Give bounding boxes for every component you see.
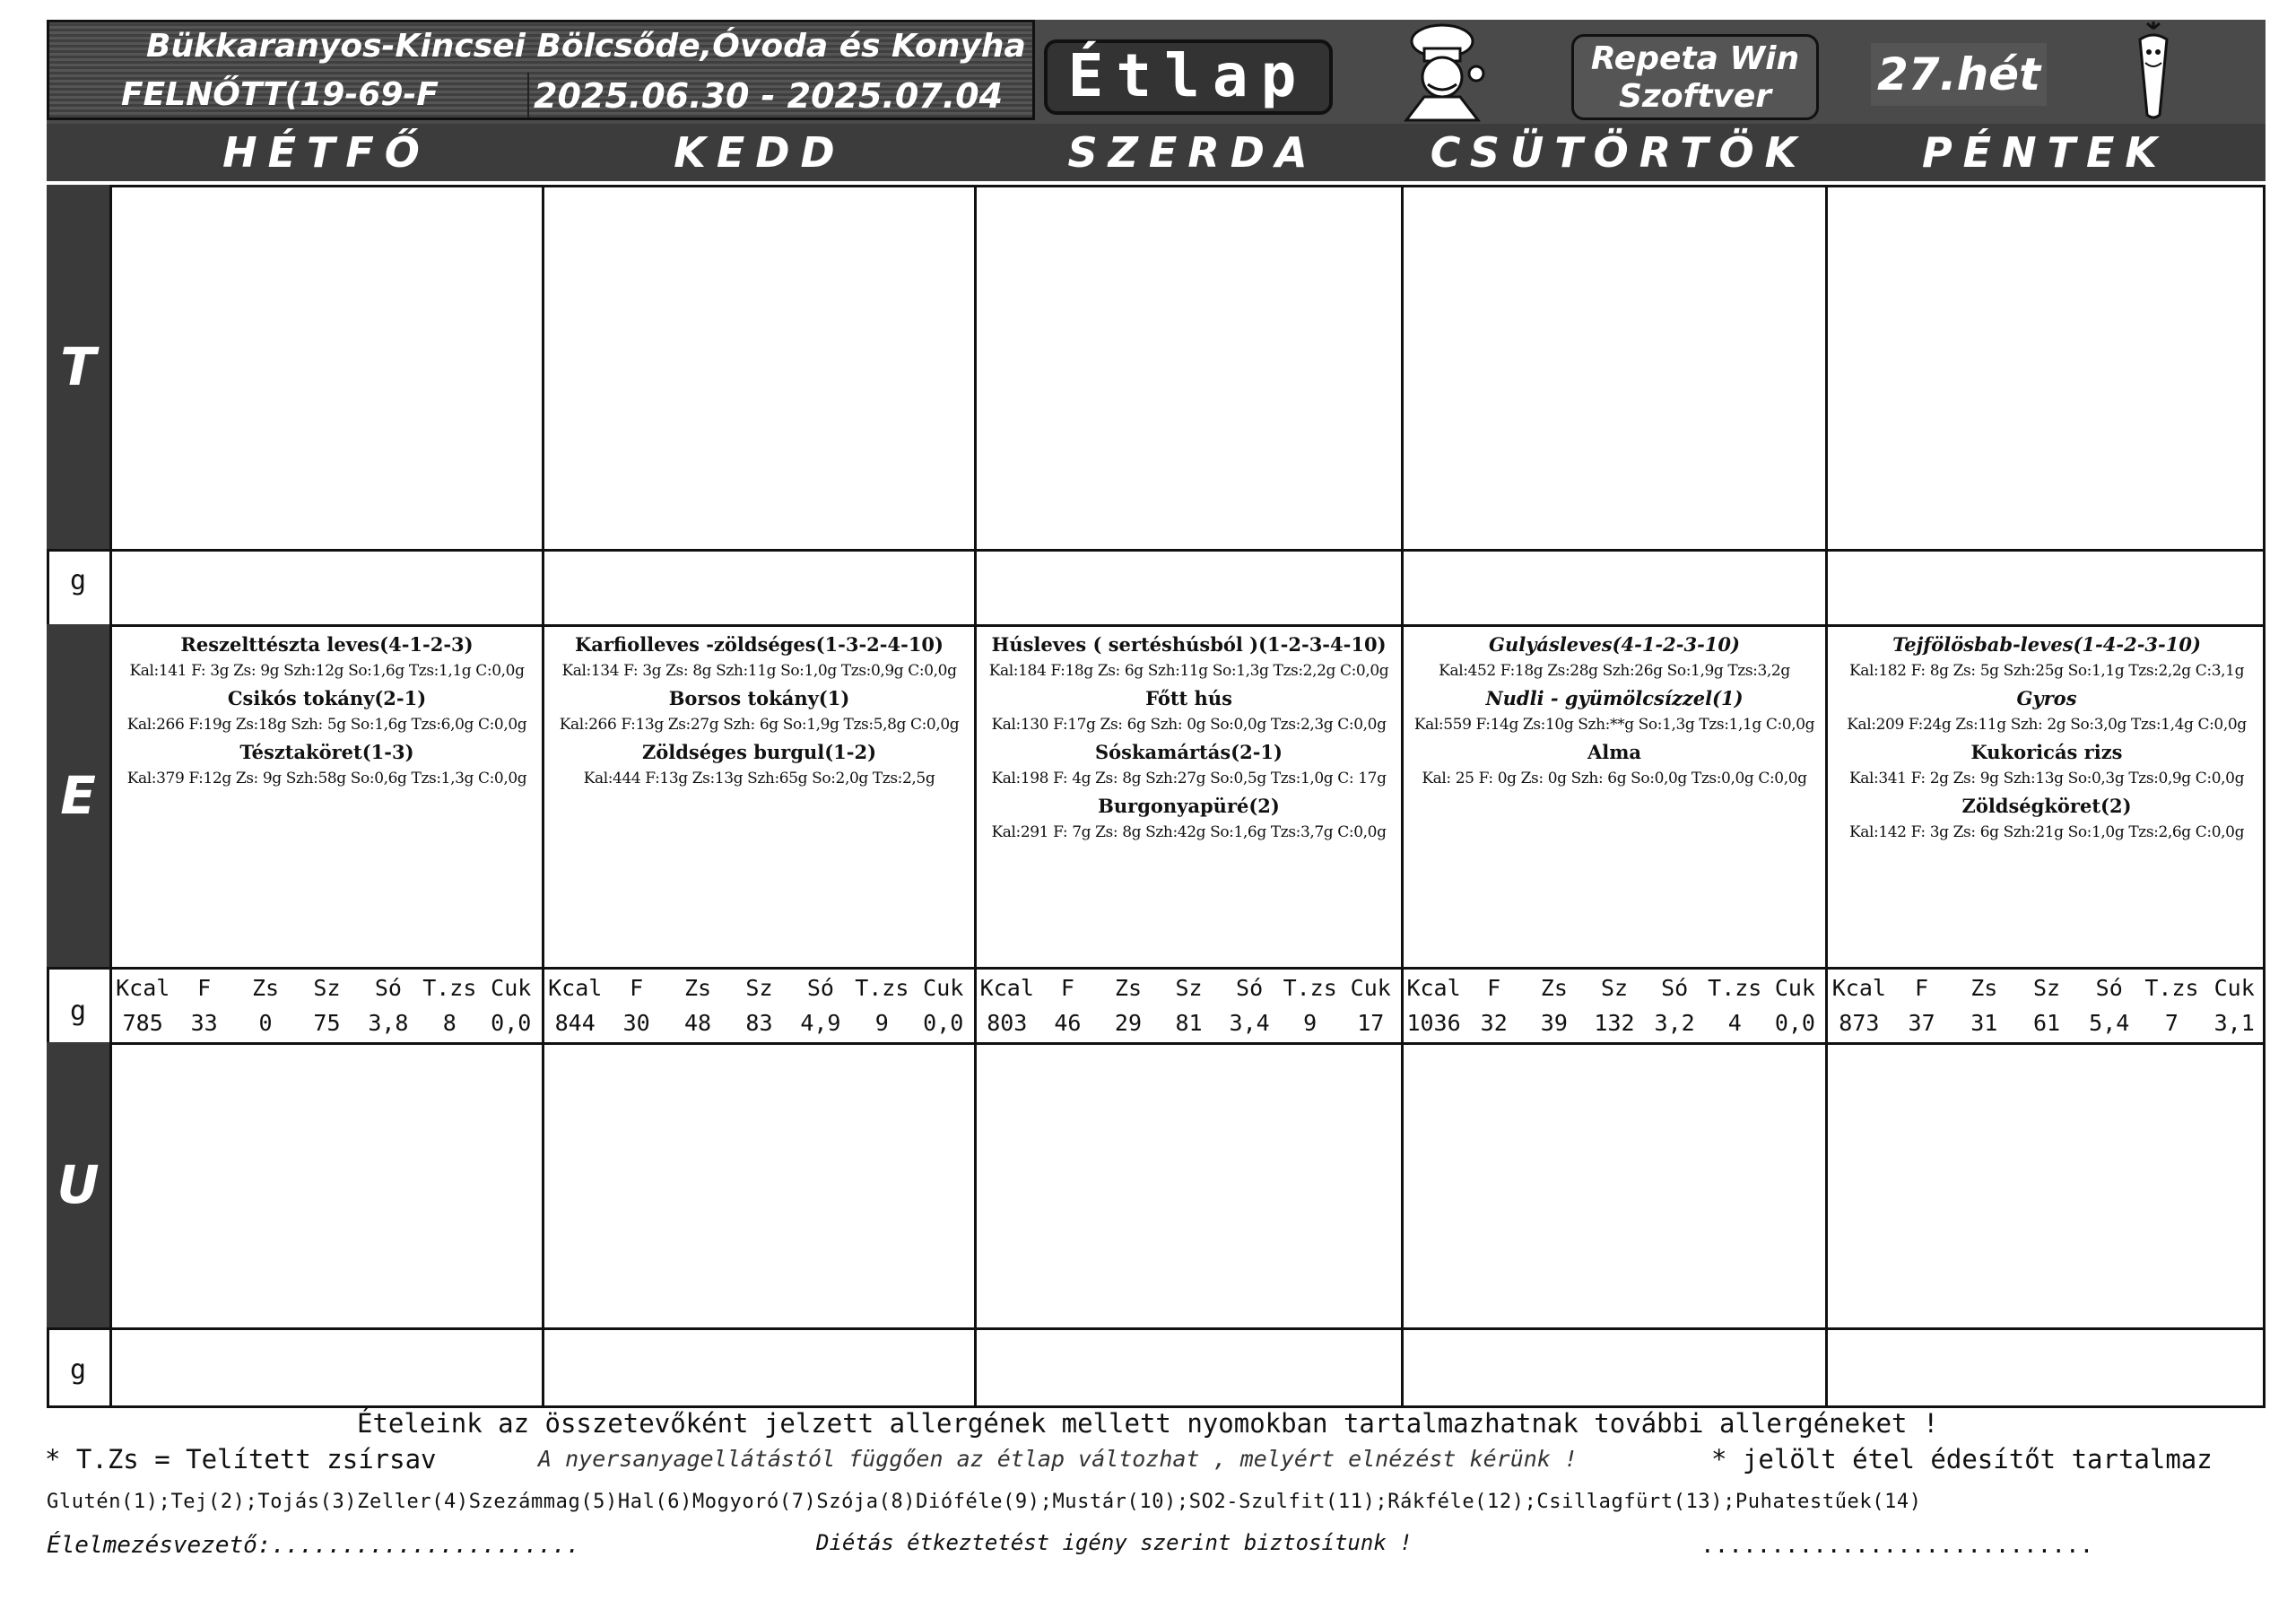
dish-name: Gyros: [2016, 687, 2077, 709]
summary-value-row: [544, 1010, 974, 1036]
software-badge: [1571, 34, 1819, 120]
summary-header: T.zs: [2144, 975, 2199, 1001]
summary-value-row: [1404, 1010, 1825, 1036]
chef-icon: [1388, 22, 1523, 122]
summary-header: Kcal: [1831, 975, 1886, 1001]
summary-header: Só: [1236, 975, 1264, 1001]
summary-value: 75: [313, 1010, 341, 1036]
summary-value: 803: [987, 1010, 1028, 1036]
software-name: Repeta Win: [1590, 40, 1800, 77]
day-tuesday: KEDD: [674, 128, 846, 177]
summary-header: Cuk: [1774, 975, 1815, 1001]
dish-nutrition: Kal:266 F:19g Zs:18g Szh: 5g So:1,6g Tzs:6,0g C:0,0g: [126, 716, 527, 734]
summary-value: 46: [1054, 1010, 1082, 1036]
summary-value: 9: [1303, 1010, 1318, 1036]
diet-note: Diétás étkeztetést igény szerint biztosítunk !: [816, 1530, 1413, 1555]
summary-value: 3,4: [1229, 1010, 1270, 1036]
summary-value: 32: [1480, 1010, 1508, 1036]
dish-name: Zöldségköret(2): [1961, 795, 2132, 817]
breakfast-unit: g: [69, 565, 87, 596]
breakfast-label: T: [47, 185, 109, 549]
summary-value: 5,4: [2089, 1010, 2130, 1036]
snack-unit: g: [69, 1354, 87, 1386]
summary-header: Kcal: [548, 975, 603, 1001]
summary-value: 81: [1175, 1010, 1203, 1036]
dish-name: Csikós tokány(2-1): [227, 687, 427, 709]
day-monday: HÉTFŐ: [222, 128, 430, 177]
summary-header: Zs: [252, 975, 280, 1001]
dish-nutrition: Kal:141 F: 3g Zs: 9g Szh:12g So:1,6g Tzs:1,1g C:0,0g: [129, 662, 525, 680]
dish-nutrition: Kal:266 F:13g Zs:27g Szh: 6g So:1,9g Tzs:5,8g C:0,0g: [559, 716, 960, 734]
summary-value: 1036: [1406, 1010, 1461, 1036]
grid-line: [47, 1327, 2266, 1330]
summary-value: 8: [442, 1010, 457, 1036]
dish-name: Tejfölösbab-leves(1-4-2-3-10): [1892, 633, 2201, 656]
tzs-note: * T.Zs = Telített zsírsav: [45, 1444, 437, 1474]
lunch-summary-wednesday: [977, 970, 1401, 1042]
summary-value: 3,8: [368, 1010, 409, 1036]
lunch-unit: g: [69, 996, 87, 1027]
summary-value: 9: [874, 1010, 889, 1036]
dish-name: Kukoricás rizs: [1970, 741, 2123, 763]
allergen-note: Ételeink az összetevőként jelzett allergének mellett nyomokban tartalmazhatnak további allergéneket !: [357, 1408, 1939, 1439]
summary-header: Sz: [1600, 975, 1629, 1001]
carrot-mascot-icon: [2122, 22, 2185, 122]
summary-header: F: [197, 975, 212, 1001]
summary-header: Só: [374, 975, 402, 1001]
dish-nutrition: Kal:134 F: 3g Zs: 8g Szh:11g So:1,0g Tzs:0,9g C:0,0g: [561, 662, 957, 680]
summary-value: 873: [1839, 1010, 1880, 1036]
summary-value: 844: [554, 1010, 596, 1036]
sweetener-note: * jelölt étel édesítőt tartalmaz: [1711, 1444, 2213, 1474]
dish-nutrition: Kal:209 F:24g Zs:11g Szh: 2g So:3,0g Tzs:1,4g C:0,0g: [1847, 716, 2247, 734]
dish-nutrition: Kal: 25 F: 0g Zs: 0g Szh: 6g So:0,0g Tzs:0,0g C:0,0g: [1422, 770, 1807, 787]
dish-nutrition: Kal:130 F:17g Zs: 6g Szh: 0g So:0,0g Tzs:2,3g C:0,0g: [991, 716, 1387, 734]
grid-line: [47, 1042, 2266, 1045]
summary-header: Sz: [2032, 975, 2061, 1001]
summary-header: Sz: [313, 975, 341, 1001]
week-number: 27.hét: [1871, 43, 2047, 106]
dish-nutrition: Kal:182 F: 8g Zs: 5g Szh:25g So:1,1g Tzs:2,2g C:3,1g: [1848, 662, 2245, 680]
summary-value: 4,9: [800, 1010, 841, 1036]
allergen-list: Glutén(1);Tej(2);Tojás(3)Zeller(4)Szezámmag(5)Hal(6)Mogyoró(7)Szója(8)Dióféle(9);Mustár(10);SO2-Szulfit(11);Rákféle(12);Csillagfürt(13);Puhatestűek(14): [47, 1491, 1922, 1513]
summary-value: 31: [1970, 1010, 1998, 1036]
summary-header: Só: [2095, 975, 2123, 1001]
summary-header: Cuk: [923, 975, 964, 1001]
snack-label: U: [47, 1042, 109, 1327]
summary-header: T.zs: [855, 975, 909, 1001]
summary-header: Kcal: [979, 975, 1034, 1001]
dish-nutrition: Kal:559 F:14g Zs:10g Szh:**g So:1,3g Tzs:1,1g C:0,0g: [1413, 716, 1815, 734]
dish-name: Főtt hús: [1145, 687, 1232, 709]
summary-header: Sz: [745, 975, 773, 1001]
summary-value: 0,0: [491, 1010, 532, 1036]
summary-header-row: [1828, 975, 2266, 1001]
summary-value: 17: [1357, 1010, 1385, 1036]
dish-name: Burgonyapüré(2): [1098, 795, 1280, 817]
dish-nutrition: Kal:142 F: 3g Zs: 6g Szh:21g So:1,0g Tzs:2,6g C:0,0g: [1848, 823, 2245, 841]
summary-value: 61: [2032, 1010, 2061, 1036]
summary-header-row: [112, 975, 542, 1001]
grid-line: [47, 549, 2266, 552]
dish-name: Nudli - gyümölcsízzel(1): [1485, 687, 1744, 709]
lunch-cell-thursday: [1404, 627, 1825, 967]
summary-value: 83: [745, 1010, 773, 1036]
dish-nutrition: Kal:341 F: 2g Zs: 9g Szh:13g So:0,3g Tzs:0,9g C:0,0g: [1848, 770, 2245, 787]
day-wednesday: SZERDA: [1067, 128, 1318, 177]
dish-name: Tésztaköret(1-3): [239, 741, 414, 763]
day-friday: PÉNTEK: [1921, 128, 2169, 177]
dish-name: Húsleves ( sertéshúsból )(1-2-3-4-10): [991, 633, 1387, 656]
summary-header: F: [1915, 975, 1929, 1001]
summary-value-row: [112, 1010, 542, 1036]
dish-name: Borsos tokány(1): [668, 687, 850, 709]
dish-nutrition: Kal:198 F: 4g Zs: 8g Szh:27g So:0,5g Tzs:1,0g C: 17g: [991, 770, 1387, 787]
dish-nutrition: Kal:444 F:13g Zs:13g Szh:65g So:2,0g Tzs:2,5g: [583, 770, 935, 787]
summary-header: T.zs: [1708, 975, 1762, 1001]
lunch-cell-monday: [112, 627, 542, 967]
lunch-summary-friday: [1828, 970, 2266, 1042]
summary-header: Kcal: [1406, 975, 1461, 1001]
lunch-summary-tuesday: [544, 970, 974, 1042]
summary-value: 785: [122, 1010, 163, 1036]
dish-name: Alma: [1587, 741, 1642, 763]
lunch-label: E: [47, 624, 109, 967]
date-range: 2025.06.30 - 2025.07.04: [534, 76, 1004, 116]
summary-header: T.zs: [1283, 975, 1337, 1001]
summary-value: 0: [258, 1010, 273, 1036]
lunch-summary-monday: [112, 970, 542, 1042]
summary-header: Zs: [1970, 975, 1998, 1001]
summary-header: Zs: [1114, 975, 1142, 1001]
summary-value-row: [977, 1010, 1401, 1036]
lunch-summary-thursday: [1404, 970, 1825, 1042]
summary-header: F: [1487, 975, 1501, 1001]
summary-header: F: [1060, 975, 1074, 1001]
summary-header: Só: [806, 975, 834, 1001]
age-group: FELNŐTT(19-69-F: [121, 76, 439, 113]
summary-value-row: [1828, 1010, 2266, 1036]
food-service-manager: Élelmezésvezető:......................: [47, 1532, 580, 1559]
summary-header: Zs: [1540, 975, 1568, 1001]
software-label: Szoftver: [1618, 78, 1772, 115]
summary-value: 7: [2164, 1010, 2179, 1036]
summary-header-row: [1404, 975, 1825, 1001]
page-title: Étlap: [1044, 39, 1333, 115]
lunch-cell-wednesday: [977, 627, 1401, 967]
title-divider: [527, 73, 529, 117]
dish-name: Zöldséges burgul(1-2): [641, 741, 877, 763]
summary-header-row: [977, 975, 1401, 1001]
summary-value: 132: [1594, 1010, 1635, 1036]
summary-value: 39: [1540, 1010, 1568, 1036]
dish-nutrition: Kal:379 F:12g Zs: 9g Szh:58g So:0,6g Tzs:1,3g C:0,0g: [126, 770, 527, 787]
dish-name: Sóskamártás(2-1): [1095, 741, 1283, 763]
summary-value: 4: [1727, 1010, 1742, 1036]
summary-value: 33: [190, 1010, 218, 1036]
summary-header: Cuk: [1350, 975, 1391, 1001]
summary-value: 0,0: [1774, 1010, 1815, 1036]
summary-value: 3,1: [2213, 1010, 2255, 1036]
summary-header: Sz: [1175, 975, 1203, 1001]
summary-value: 3,2: [1654, 1010, 1695, 1036]
org-name: Bükkaranyos-Kincsei Bölcsőde,Óvoda és Konyha: [146, 28, 1026, 65]
summary-header: Só: [1661, 975, 1689, 1001]
summary-value: 0,0: [923, 1010, 964, 1036]
dish-name: Reszelttészta leves(4-1-2-3): [180, 633, 474, 656]
summary-header: T.zs: [422, 975, 477, 1001]
dish-nutrition: Kal:452 F:18g Zs:28g Szh:26g So:1,9g Tzs:3,2g: [1439, 662, 1790, 680]
summary-value: 29: [1114, 1010, 1142, 1036]
summary-value: 48: [684, 1010, 712, 1036]
summary-value: 37: [1908, 1010, 1935, 1036]
summary-header: Cuk: [2213, 975, 2255, 1001]
summary-header: Zs: [684, 975, 712, 1001]
day-thursday: CSÜTÖRTÖK: [1430, 128, 1808, 177]
dish-name: Karfiolleves -zöldséges(1-3-2-4-10): [575, 633, 944, 656]
dish-nutrition: Kal:184 F:18g Zs: 6g Szh:11g So:1,3g Tzs:2,2g C:0,0g: [988, 662, 1389, 680]
summary-header: Kcal: [116, 975, 170, 1001]
title-box: [47, 20, 1035, 120]
dish-name: Gulyásleves(4-1-2-3-10): [1489, 633, 1740, 656]
signature-line: ............................: [1700, 1532, 2094, 1559]
summary-value: 30: [622, 1010, 650, 1036]
lunch-cell-friday: [1828, 627, 2266, 967]
summary-header: F: [630, 975, 644, 1001]
summary-header-row: [544, 975, 974, 1001]
summary-header: Cuk: [491, 975, 532, 1001]
change-note: A nyersanyagellátástól függően az étlap változhat , melyért elnézést kérünk !: [538, 1446, 1578, 1472]
dish-nutrition: Kal:291 F: 7g Zs: 8g Szh:42g So:1,6g Tzs:3,7g C:0,0g: [991, 823, 1387, 841]
lunch-cell-tuesday: [544, 627, 974, 967]
